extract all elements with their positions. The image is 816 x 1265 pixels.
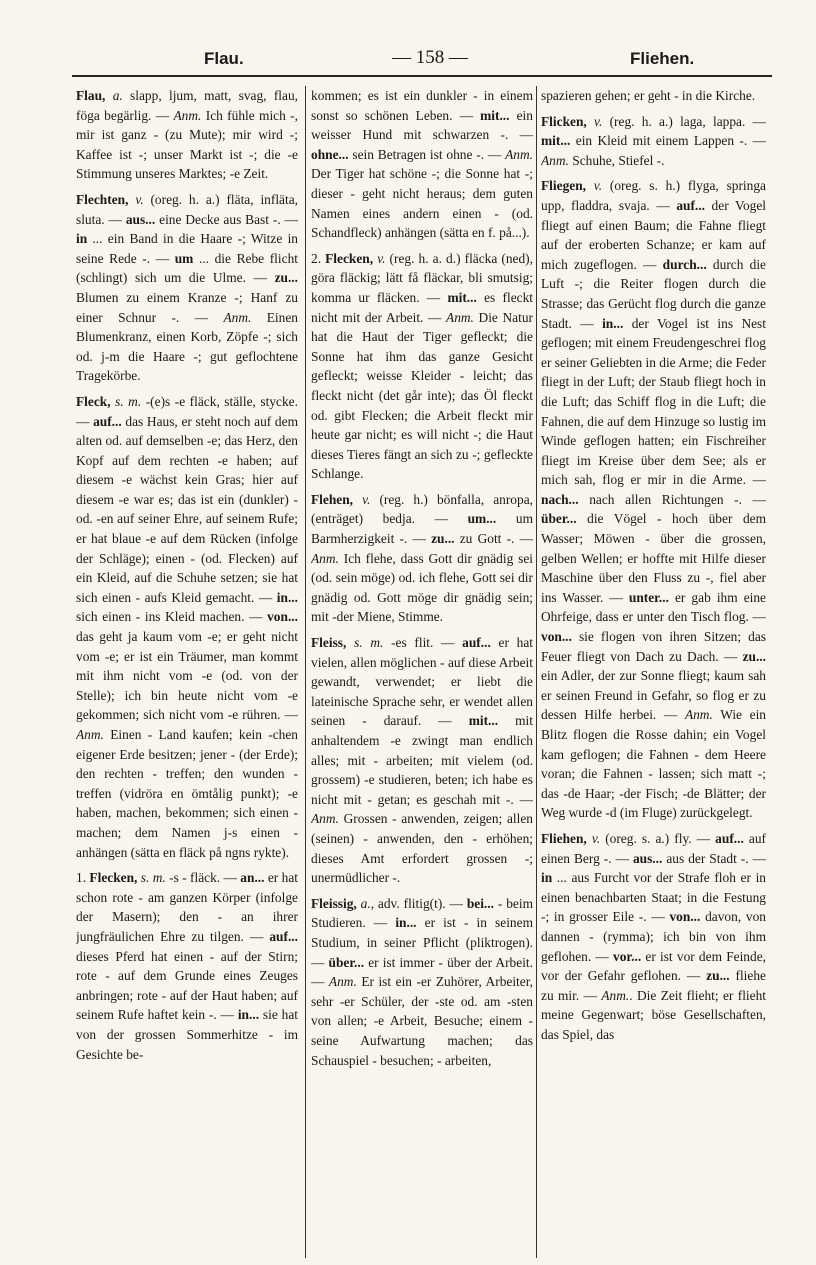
entry-bold-text: zu...: [274, 270, 298, 286]
dictionary-entry: [311, 249, 533, 484]
dictionary-entry: [76, 868, 298, 1064]
dictionary-entry: [541, 86, 766, 106]
text-column-3: [541, 86, 766, 1261]
entry-text: sein Betragen ist ohne -. —: [348, 146, 506, 162]
entry-text: Der Tiger hat schöne -; die Sonne hat -; dieser - geht nicht heraus; dem guten Namen eines andern einen - (od. Schandfleck) anhängen (sätta en f. på...).: [311, 166, 533, 241]
entry-bold-text: mit...: [541, 133, 571, 149]
column-divider: [305, 86, 306, 1258]
entry-text: (oreg. s. h.) flyga, springa upp, fladdra, svaja. —: [541, 178, 766, 213]
entry-bold-text: Fliehen,: [541, 830, 587, 846]
entry-text: das Haus, er steht noch auf dem alten od. auf demselben -e; das Herz, den Kopf auf dem rechten -e haben; auf diesem -e wächst kein Gras; hier auf diesem -e war es; das ist ein (dunkler) - od. -en auf seiner Ehre, auf seinem Rufe; er hat blaue -e auf dem Rücken (infolge der Schläge); einen - (od. Flecken) auf ein Kleid, auf die Schuhe setzen; sie hat sich einen - aufs Kleid gemacht. —: [76, 413, 298, 605]
entry-bold-text: zu...: [742, 648, 766, 664]
entry-bold-text: in...: [276, 589, 298, 605]
entry-text: -(e)s -e fläck, ställe, stycke. —: [76, 393, 298, 429]
entry-text: nach allen Richtungen -. —: [578, 491, 766, 507]
entry-text: eine Decke aus Bast -. —: [155, 211, 298, 227]
entry-text: [105, 88, 112, 103]
dictionary-entry: [76, 392, 298, 862]
text-column-2: [311, 86, 533, 1261]
entry-text: Einen Blumenkranz, einen Korb, Zöpfe -; sich od. j-m die Haare -; gut geflochtene Tragekörbe.: [76, 309, 298, 384]
entry-text: Blumen zu einem Kranze -; Hanf zu einer Schnur -. —: [76, 289, 298, 325]
entry-italic-text: Anm.: [173, 107, 202, 123]
entry-text: ... ein Band in die Haare -; Witze in seine Rede -. —: [76, 231, 298, 266]
entry-italic-text: s. m.: [115, 393, 142, 409]
entry-bold-text: in...: [602, 315, 624, 331]
entry-bold-text: in...: [395, 915, 417, 931]
dictionary-entry: [76, 86, 298, 184]
entry-text: er ist vor dem Feinde, vor der Gefahr geflohen. —: [541, 948, 766, 984]
dictionary-entry: [541, 829, 766, 1045]
entry-text: -s - fläck. —: [165, 870, 241, 886]
entry-text: um Barmherzigkeit -. —: [311, 511, 533, 547]
entry-text: spazieren gehen; er geht - in die Kirche.: [541, 88, 756, 103]
entry-text: ein Adler, der zur Sonne fliegt; kaum sah er seinen Freund in Gefahr, so flog er zu dessen Hilfe herbei. —: [541, 668, 766, 723]
entry-bold-text: Flau,: [76, 88, 106, 103]
dictionary-entry: [311, 86, 533, 243]
entry-italic-text: Anm.: [541, 152, 569, 168]
entry-italic-text: Anm.: [684, 707, 713, 723]
page-number: — 158 —: [392, 47, 468, 68]
entry-text: [353, 492, 362, 507]
entry-text: das geht ja kaum vom -e; er geht nicht vom -e; er ist ein Träumer, man kommt mit ihm nicht vom -e (od. von der Stelle); ich bin heute nicht vom -e gekommen; sich nicht vom -e rühren. —: [76, 629, 298, 723]
running-header: [72, 44, 772, 78]
entry-bold-text: von...: [669, 909, 701, 925]
entry-bold-text: aus...: [632, 850, 663, 866]
entry-bold-text: auf...: [269, 928, 298, 944]
entry-bold-text: Fleck,: [76, 393, 111, 409]
entry-text: er ist - in seinem Studium, in seiner Pflicht (pliktrogen). —: [311, 915, 533, 970]
header-right-headword: Fliehen.: [630, 49, 695, 68]
entry-bold-text: Flehen,: [311, 491, 354, 507]
entry-bold-text: bei...: [466, 895, 494, 911]
entry-bold-text: von...: [541, 629, 572, 645]
entry-italic-text: Anm.: [223, 309, 252, 325]
entry-text: ... die Rebe flicht (schlingt) sich um die Ulme. —: [76, 250, 298, 286]
entry-text: (reg. h. a.) laga, lappa. —: [602, 113, 766, 129]
header-rule: [72, 75, 772, 77]
entry-text: dieses Pferd hat einen - auf der Stirn; rote - auf dem Grunde eines Zeuges anbringen; rote - auf der Haut haben; auf seinem Rufe haftet kein -. —: [76, 948, 298, 1023]
entry-text: (oreg. h. a.) fläta, infläta, sluta. —: [76, 191, 298, 227]
entry-bold-text: vor...: [613, 948, 642, 964]
entry-bold-text: in: [76, 231, 88, 247]
entry-text: [346, 635, 354, 650]
dictionary-entry: [311, 894, 533, 1070]
entry-italic-text: a.: [360, 895, 371, 911]
entry-text: (reg. h.) bönfalla, anropa, (enträget) bedja. —: [311, 491, 533, 527]
entry-text: 2.: [311, 250, 326, 266]
entry-bold-text: mit...: [468, 713, 499, 729]
entry-bold-text: Flechten,: [76, 191, 129, 207]
header-left-headword: Flau.: [204, 49, 244, 68]
entry-text: Die Natur hat die Haut der Tiger gefleckt; die Sonne hat ihm das ganze Gesicht gefleckt; weisse Kleider - leicht; das fleckt nicht (det går inte); das Öl fleckt od. gibt Flecken; die Arbeit fleckt mir heute gar nicht; es will nicht -; die Haut dieses Tieres fängt an sich zu -; gefleckte Schlange.: [311, 309, 533, 482]
entry-italic-text: Anm.: [505, 146, 533, 162]
entry-bold-text: Fleissig,: [311, 895, 357, 911]
entry-text: er hat schon rote - am ganzen Körper (infolge der Masern); den - an ihrer jungfräulichen Ehre zu tilgen. —: [76, 870, 298, 944]
entry-text: durch die Luft -; die Reiter flogen durch die Strasse; das Gerücht flog durch die ganze Stadt. —: [541, 256, 766, 331]
entry-bold-text: durch...: [662, 256, 707, 272]
entry-bold-text: auf...: [93, 413, 122, 429]
entry-italic-text: a.: [112, 88, 123, 103]
entry-italic-text: Anm.: [601, 987, 630, 1003]
entry-bold-text: um: [174, 250, 194, 266]
entry-italic-text: Anm.: [311, 811, 339, 827]
entry-text: er gab ihm eine Ohrfeige, dass er unter den Tisch flog. —: [541, 589, 766, 625]
entry-text: ein Kleid mit einem Lappen -. —: [570, 133, 766, 149]
entry-italic-text: s. m.: [354, 635, 384, 651]
entry-text: davon, von dannen - (rymma); ich bin von ihm geflohen. —: [541, 909, 766, 964]
entry-text: sie hat von der grossen Sommerhitze - im Gesichte be-: [76, 1007, 298, 1062]
entry-bold-text: um...: [467, 511, 497, 527]
entry-italic-text: v.: [377, 250, 386, 266]
dictionary-entry: [311, 633, 533, 888]
entry-text: Ich fühle mich -, mir ist ganz - (zu Mute); mir wird -; Kaffee ist -; unser Markt ist -; die -e Stimmung unseres Marktes; -e Zeit.: [76, 107, 298, 182]
entry-text: zu Gott -. —: [454, 531, 533, 547]
entry-bold-text: mit...: [447, 289, 477, 305]
entry-text: -es flit. —: [383, 635, 463, 651]
entry-bold-text: auf...: [676, 197, 705, 213]
entry-italic-text: v.: [591, 830, 601, 846]
entry-bold-text: über...: [328, 954, 365, 970]
entry-text: Er ist ein -er Zuhörer, Arbeiter, sehr -er Schüler, der -ste od. am -sten von allen; -e Arbeit, Besuche; einem - seine Aufwartung machen; das Schauspiel - besuchen; - arbeiten,: [311, 974, 533, 1068]
entry-bold-text: mit...: [480, 107, 510, 123]
entry-bold-text: unter...: [628, 589, 669, 605]
entry-italic-text: v.: [594, 113, 603, 129]
entry-bold-text: aus...: [125, 211, 156, 227]
entry-text: kommen; es ist ein dunkler - in einem sonst so schönen Leben. —: [311, 88, 533, 123]
entry-text: ... aus Furcht vor der Strafe floh er in einen benachbarten Staat; in die Festung -; in grosser Eile -. —: [541, 870, 766, 925]
entry-bold-text: in...: [237, 1007, 260, 1023]
entry-text: sie flogen von ihren Sitzen; das Feuer fliegt von Dach zu Dach. —: [541, 629, 766, 664]
entry-text: [587, 114, 594, 129]
entry-bold-text: zu...: [431, 531, 455, 547]
entry-bold-text: an...: [240, 870, 265, 886]
entry-text: Ich flehe, dass Gott dir gnädig sei (od. sein möge) od. ich flehe, Gott sei dir gnädig od. Gott möge dir gnädig sein; mit -der Miene, Stimme.: [311, 550, 533, 625]
entry-italic-text: s. m.: [140, 870, 166, 886]
entry-text: der Vogel ist ins Nest geflogen; mit einem Freudengeschrei flog er seiner Geliebten in die Arme; die Feder fliegt in der Luft; der Staub fliegt hoch in die Luft; das Schiff flog in die Luft; die Fahnen, die auf dem Hinzuge so lustig im Winde geflogen hatten; ein Fischreiher fliegt im Kreise über dem See; als er mich sah, flog er mir in die Arme. —: [541, 315, 766, 488]
entry-text: 1.: [76, 870, 90, 886]
entry-text: er hat vielen, allen möglichen - auf diese Arbeit gewandt, verwendet; er liebt die lateinische Sprache sehr, er wendet allen seinen - darauf. —: [311, 635, 533, 729]
entry-text: es fleckt nicht mit der Arbeit. —: [311, 289, 533, 325]
entry-text: Grossen - anwenden, zeigen; allen (seinen) - anwenden, den - erhöhen; dieses Amt erfordert grossen -; unermüdlicher -.: [311, 811, 533, 886]
dictionary-entry: [311, 490, 533, 627]
entry-text: slapp, ljum, matt, svag, flau, föga begärlig. —: [76, 88, 298, 123]
entry-bold-text: Flicken,: [541, 113, 587, 129]
entry-text: - beim Studieren. —: [311, 895, 533, 931]
entry-bold-text: Fleiss,: [311, 635, 347, 651]
entry-italic-text: v.: [135, 191, 144, 207]
entry-text: sich einen - ins Kleid machen. —: [76, 609, 268, 625]
dictionary-entry: [541, 176, 766, 823]
entry-italic-text: v.: [593, 178, 603, 194]
entry-text: Wie ein Blitz flogen die Rosse dahin; ein Vogel kam geflogen; die Fahnen - dem Heere voran; die Fahnen - lassen; sich matt -; das -de Haar; -der Fisch; -de Blätter; der Weg wurde -d (im Fluge) zurückgelegt.: [541, 707, 766, 821]
entry-text: die Vögel - hoch über dem Wasser; Möwen - über die grossen, gelben Wellen; er hoffte mit Hilfe dieser Maschine über den Fluss zu -, fiel aber ins Wasser. —: [541, 511, 766, 605]
entry-italic-text: Anm.: [76, 727, 104, 742]
entry-bold-text: Flecken,: [89, 870, 138, 886]
entry-bold-text: von...: [267, 609, 298, 625]
entry-text: Schuhe, Stiefel -.: [568, 152, 665, 168]
entry-italic-text: Anm.: [311, 550, 339, 566]
entry-text: . Die Zeit flieht; er flieht meine Gegenwart; böse Gesellschaften, das Spiel, das: [541, 987, 766, 1042]
dictionary-entry: [541, 112, 766, 171]
entry-bold-text: Flecken,: [325, 250, 374, 266]
text-column-1: [76, 86, 298, 1261]
entry-bold-text: Fliegen,: [541, 178, 586, 194]
entry-bold-text: auf...: [462, 635, 491, 651]
entry-text: (oreg. s. a.) fly. —: [600, 830, 716, 846]
entry-text: [586, 178, 594, 193]
entry-text: mit anhaltendem -e zwingt man endlich alles; mit - arbeiten; mit vielem (od. grossem) -e studieren, beten; ich habe es nicht mit - getan; es geschah mit -. —: [311, 713, 533, 807]
entry-text: auf einen Berg -. —: [541, 830, 766, 866]
entry-text: der Vogel fliegt auf einen Baum; die Fahne fliegt auf der eroberten Schanze; er kam auf mich zugeflogen. —: [541, 197, 766, 272]
entry-bold-text: über...: [541, 511, 577, 527]
entry-bold-text: auf...: [715, 830, 744, 846]
entry-text: aus der Stadt -. —: [662, 850, 766, 866]
column-divider: [536, 86, 537, 1258]
dictionary-entry: [76, 190, 298, 386]
entry-text: fliehe zu mir. —: [541, 968, 766, 1003]
entry-text: er ist immer - über der Arbeit. —: [311, 954, 533, 990]
entry-bold-text: nach...: [541, 491, 579, 507]
entry-bold-text: zu...: [706, 968, 730, 984]
entry-italic-text: Anm.: [446, 309, 474, 325]
entry-bold-text: ohne...: [311, 146, 349, 162]
entry-text: (reg. h. a. d.) fläcka (ned), göra fläckig; lätt få fläckar, bli smutsig; komma ur fläcken. —: [311, 250, 533, 305]
entry-text: , adv. flitig(t). —: [370, 895, 467, 911]
entry-text: Einen - Land kaufen; kein -chen eigener Erde besitzen; jener - (der Erde); den rechten - treffen; den wunden - treffen (vidröra en ömtålig punkt); -e haben, machen, bekommen; sich einen - machen; dem Namen j-s einen - anhängen (sätta en fläck på ngns rykte).: [76, 727, 298, 860]
entry-italic-text: Anm.: [328, 974, 357, 990]
entry-italic-text: v.: [362, 491, 371, 507]
entry-bold-text: in: [541, 870, 553, 886]
entry-text: ein weisser Hund mit schwarzen -. —: [311, 107, 533, 143]
